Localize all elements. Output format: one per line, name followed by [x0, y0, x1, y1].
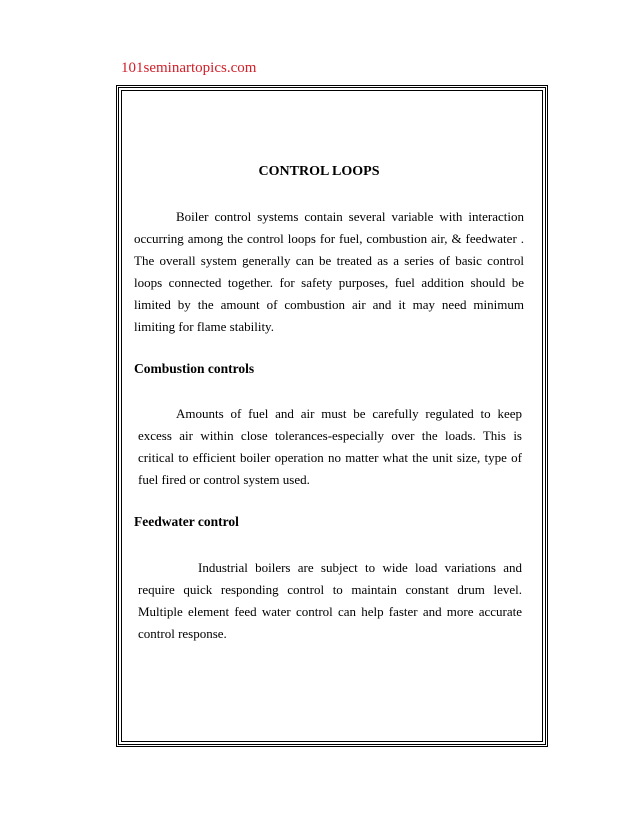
- section-heading-feedwater-control: Feedwater control: [134, 514, 239, 529]
- section-body-combustion-controls: Amounts of fuel and air must be carefully regulated to keep excess air within close tolerances-especially over the loads. This is critical to efficient boiler operation no matter what the unit size, type of fuel fired or control system used.: [138, 406, 522, 487]
- intro-paragraph: Boiler control systems contain several variable with interaction occurring among the control loops for fuel, combustion air, & feedwater . The overall system generally can be treated as a series of basic control loops connected together. for safety purposes, fuel addition should be limited by the amount of combustion air and it may need minimum limiting for flame stability.: [134, 209, 524, 334]
- section-body-feedwater-control: Industrial boilers are subject to wide load variations and require quick responding control to maintain constant drum level. Multiple element feed water control can help faster and more accurate control response.: [138, 560, 522, 641]
- site-link[interactable]: 101seminartopics.com: [121, 60, 257, 76]
- page-title: CONTROL LOOPS: [258, 164, 380, 179]
- section-heading-combustion-controls: Combustion controls: [134, 361, 255, 376]
